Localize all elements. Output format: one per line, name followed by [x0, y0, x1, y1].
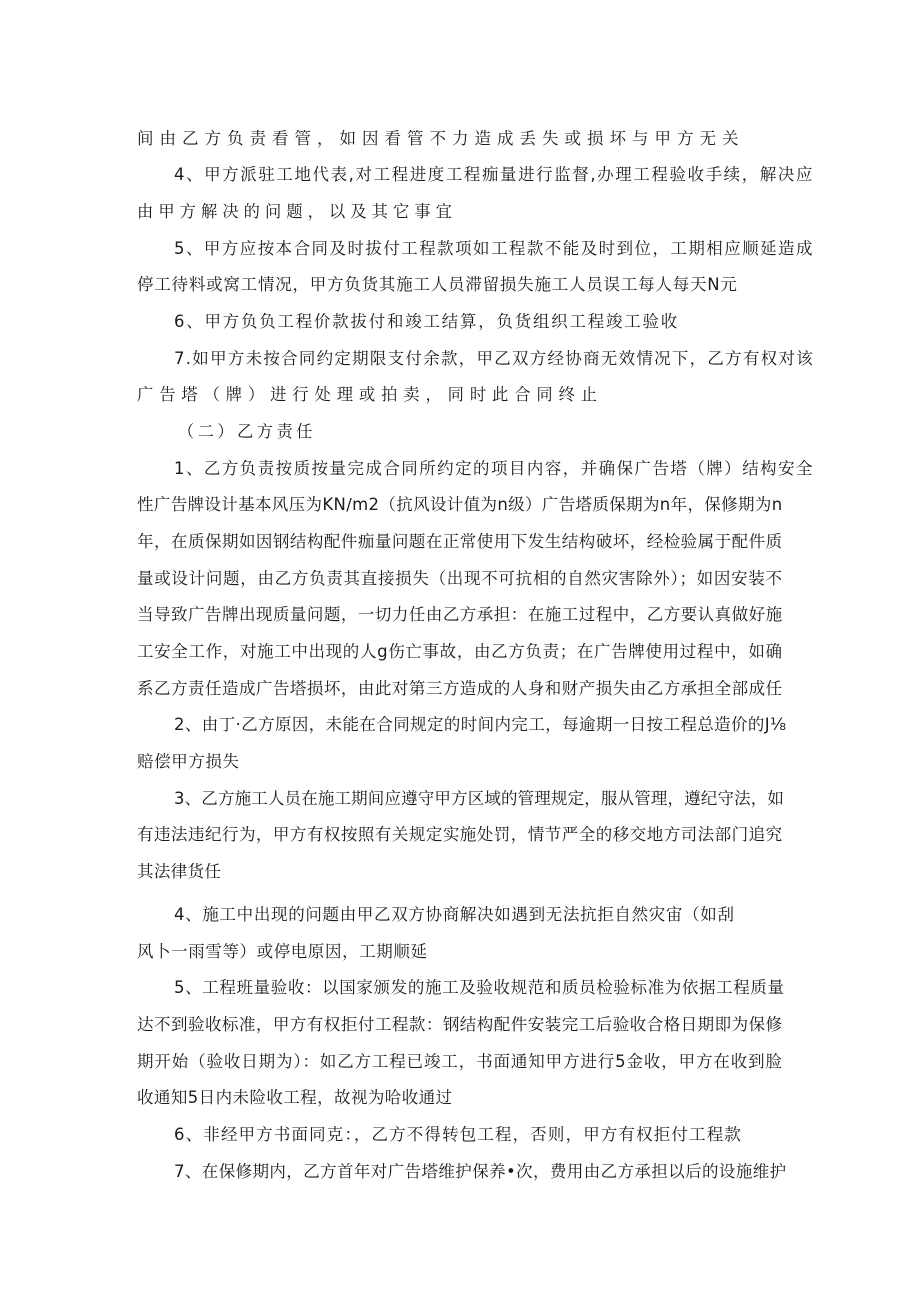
text-line: 达不到验收标准，甲方有权拒付工程款：钢结构配件安装完工后验收合格日期即为保修	[137, 1015, 783, 1034]
text-line: 赔偿甲方损失	[137, 752, 240, 771]
text-line: 量或设计问题，由乙方负责其直接损失（出现不可抗相的自然灾害除外）；如因安装不	[137, 569, 783, 588]
text-line: 性广告牌设计基本风压为KN∕m2（抗风设计值为n级）广告塔质保期为n年，保修期为n	[137, 495, 783, 514]
text-line: 广告塔（牌）进行处理或拍卖，同时此合同终止	[137, 385, 603, 404]
section-heading: （二）乙方责任	[178, 422, 316, 441]
text-line: 其法律货任	[137, 862, 222, 881]
text-line: 系乙方责任造成广告塔损坏，由此对第三方造成的人身和财产损失由乙方承担全部成任	[137, 679, 783, 698]
text-line: 风卜一雨雪等）或停电原因，工期顺延	[137, 942, 428, 961]
text-line: 当导致广告牌出现质量问题，一切力任由乙方承担：在施工过程中，乙方要认真做好施	[137, 605, 783, 624]
text-line: 由甲方解决的问题，以及其它事宜	[137, 202, 457, 221]
text-line: 6、甲方负负工程价款拔付和竣工结算，负货组织工程竣工验收	[174, 312, 680, 331]
text-line: 2、由丁·乙方原因，未能在合同规定的时间内完工，每逾期一日按工程总造价的J⅛	[174, 715, 787, 734]
text-line: 5、甲方应按本合同及时拔付工程款项如工程款不能及时到位，工期相应顺延造成	[174, 239, 814, 258]
text-line: 间由乙方负责看管，如因看管不力造成丢失或损坏与甲方无关	[137, 129, 745, 148]
text-line: 4、施工中出现的问题由甲乙双方协商解决如遇到无法抗拒自然灾宙（如刮	[174, 905, 735, 924]
text-line: 期开始（验收日期为）：如乙方工程已竣工，书面通知甲方进行5金收，甲方在收到脸	[137, 1052, 783, 1071]
text-line: 1、乙方负责按质按量完成合同所约定的项目内容，并确保广告塔（牌）结构安全	[174, 459, 814, 478]
text-line: 3、乙方施工人员在施工期间应遵守甲方区域的管理规定，服从管理，遵纪守法，如	[174, 789, 785, 808]
text-line: 4、甲方派驻工地代表,对工程进度工程痂量进行监督,办理工程验收手续，解决应	[174, 165, 815, 184]
text-line: 7、在保修期内，乙方首年对广告塔维护保养•次，费用由乙方承担以后的设施维护	[174, 1162, 787, 1181]
text-line: 年，在质保期如因钢结构配件痂量问题在正常使用下发生结构破坏，经检验属于配件质	[137, 532, 783, 551]
text-line: 工安全工作，对施工中出现的人g伤亡事故，由乙方负责；在广告牌使用过程中，如确	[137, 642, 783, 661]
text-line: 停工待料或窝工情况，甲方负货其施工人员滞留损失施工人员误工每人每天N元	[137, 275, 738, 294]
text-line: 收通知5日内未险收工程，故视为哈收通过	[137, 1088, 453, 1107]
text-line: 5、工程班量验收：以国家颁发的施工及验收规范和质员检验标准为依据工程质量	[174, 978, 785, 997]
text-line: 6、非经甲方书面同克：，乙方不得转包工程，否则，甲方有权拒付工程款	[174, 1125, 743, 1144]
text-line: 有违法违纪行为，甲方有权按照有关规定实施处罚，情节严全的移交地方司法部门追究	[137, 825, 783, 844]
text-line: 7.如甲方未按合同约定期限支付余款，甲乙双方经协商无效情况下，乙方有权对该	[174, 349, 814, 368]
